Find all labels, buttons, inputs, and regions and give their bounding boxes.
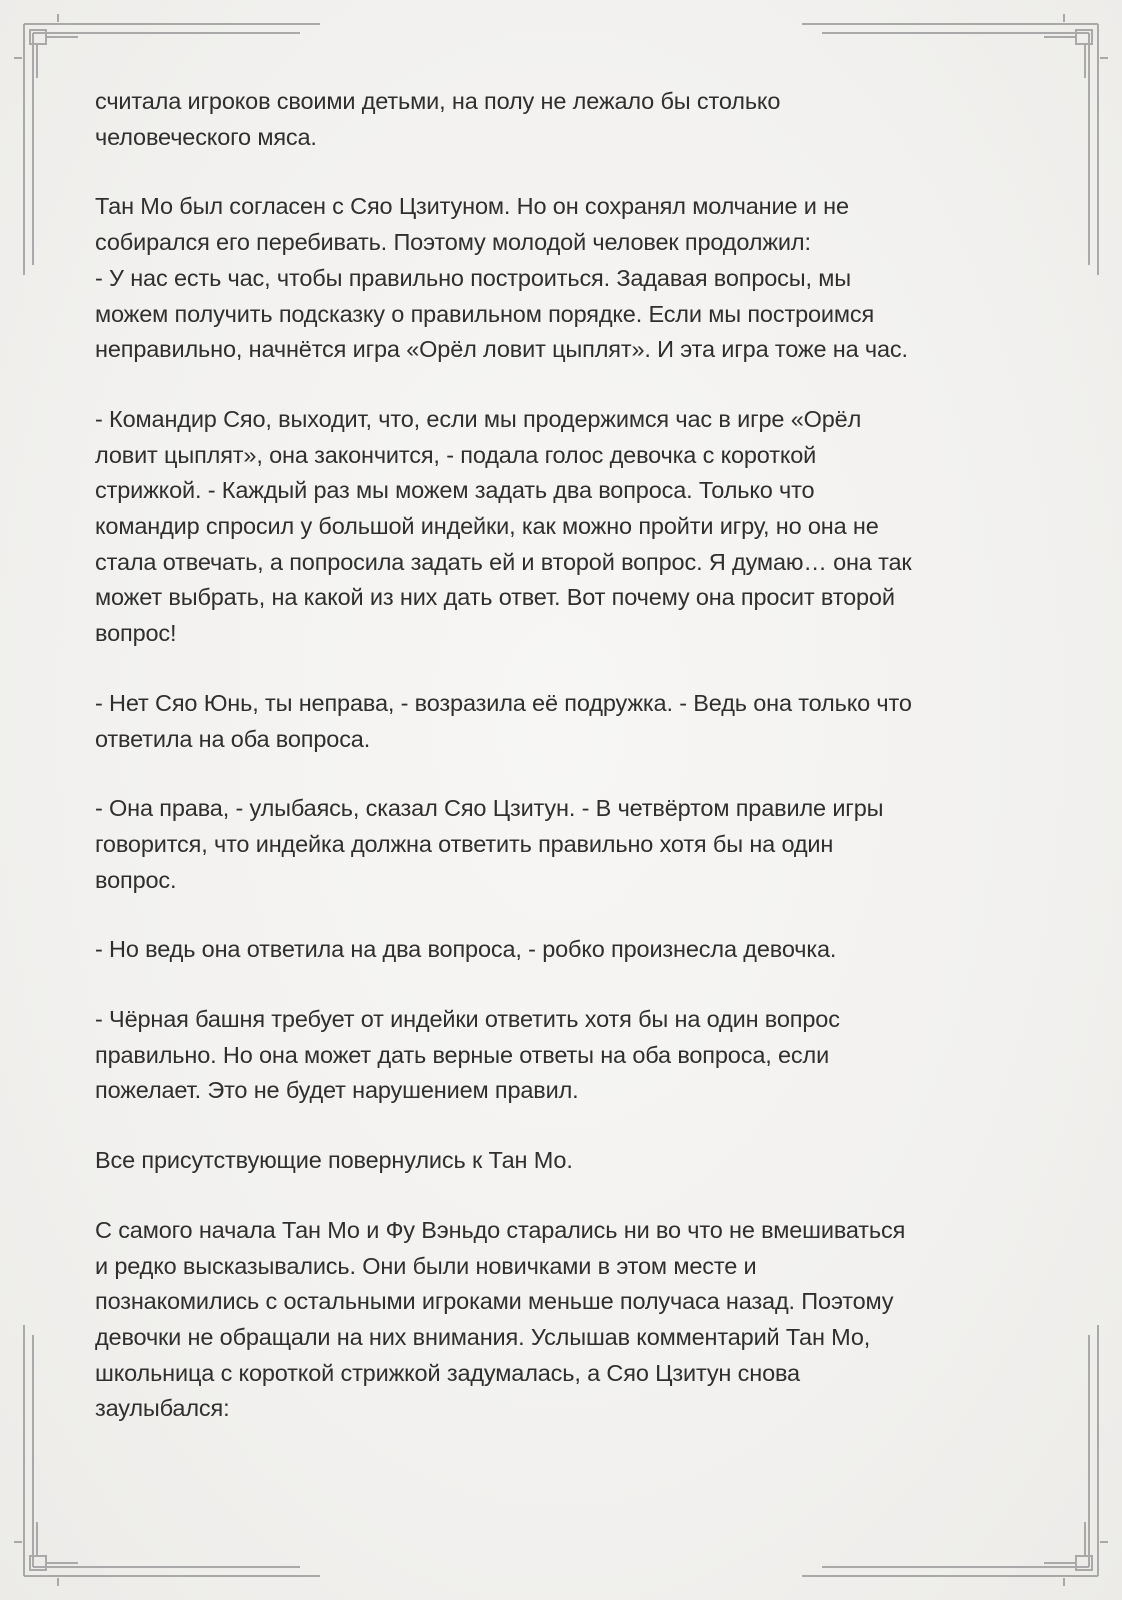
paragraph: - Она права, - улыбаясь, сказал Сяо Цзитун. - В четвёртом правиле игры говорится, что индейка должна ответить правильно хотя бы на один вопрос. [95, 795, 884, 893]
paragraph: Все присутствующие повернулись к Тан Мо. [95, 1147, 573, 1174]
paragraph: считала игроков своими детьми, на полу не лежало бы столько человеческого мяса. [95, 88, 781, 150]
paragraph: - Нет Сяо Юнь, ты неправа, - возразила её подружка. - Ведь она только что ответила на оба вопроса. [95, 689, 912, 752]
paragraph: С самого начала Тан Мо и Фу Вэньдо старались ни во что не вмешиваться и редко высказывались. Они были новичками в этом месте и познакомились с остальными игроками меньше получаса назад. Поэтому девочки не обращали на них внимания. Услышав комментарий Тан Мо, школьница с короткой стрижкой задумалась, а Сяо Цзитун снова заулыбался: [95, 1216, 906, 1422]
document-body [95, 84, 1035, 1461]
paragraph: - Командир Сяо, выходит, что, если мы продержимся час в игре «Орёл ловит цыплят», она закончится, - подала голос девочка с короткой стрижкой. - Каждый раз мы можем задать два вопроса. Только что командир спросил у большой индейки, как можно пройти игру, но она не стала отвечать, а попросила задать ей и второй вопрос. Я думаю… она так может выбрать, на какой из них дать ответ. Вот почему она просит второй вопрос! [95, 405, 912, 647]
paragraph: - Но ведь она ответила на два вопроса, - робко произнесла девочка. [95, 936, 837, 963]
paragraph: - Чёрная башня требует от индейки ответить хотя бы на один вопрос правильно. Но она может дать верные ответы на оба вопроса, если пожелает. Это не будет нарушением правил. [95, 1006, 840, 1104]
paragraph: Тан Мо был согласен с Сяо Цзитуном. Но он сохранял молчание и не собирался его перебивать. Поэтому молодой человек продолжил: - У нас есть час, чтобы правильно построиться. Задавая вопросы, мы можем получить подсказку о правильном порядке. Если мы построимся неправильно, начнётся игра «Орёл ловит цыплят». И эта игра тоже на час. [95, 193, 908, 363]
